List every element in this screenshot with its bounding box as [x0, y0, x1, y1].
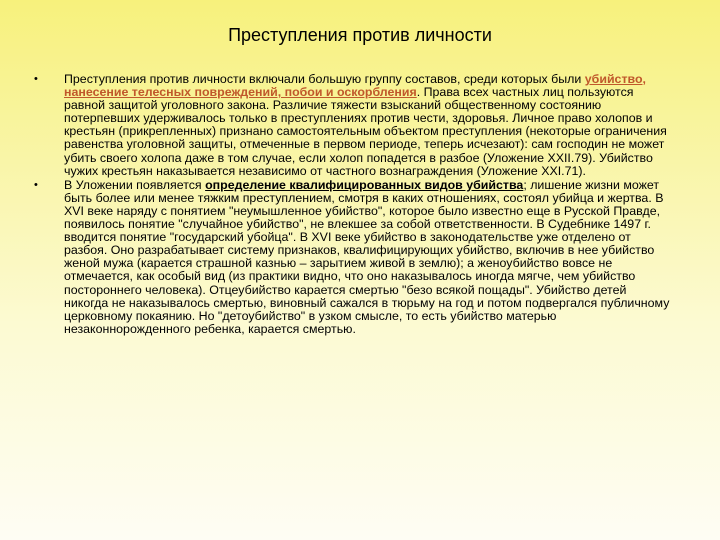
bullet-2-intro: В Уложении появляется: [64, 177, 206, 192]
slide-title: Преступления против личности: [228, 25, 492, 45]
bullet-1-intro: Преступления против личности включали большую группу составов, среди которых были: [64, 72, 585, 86]
bullet-2-highlight: определение квалифицированных видов убийства: [205, 177, 524, 192]
bullet-icon: •: [34, 178, 38, 191]
bullet-item-1: [34, 73, 674, 178]
bullet-1-rest: . Права всех частных лиц пользуются равной защитой уголовного закона. Различие тяжести взысканий общественному состоянию потерпевших удерживалось только в преступлениях против чести, здоровья. Личное право холопов и крестьян (прикрепленных) признано самостоятельным объектом преступления (некоторые ограничения равенства уголовной защиты, отмеченные в первом периоде, теперь исчезают): сам господин не может убить своего холопа даже в том случае, если холоп попадется в разбое (Уложение XXII.79). Убийство чужих крестьян наказывается независимо от частного вознаграждения (Уложение XXI.71).: [64, 85, 667, 178]
bullet-1-highlight: убийство, нанесение телесных повреждений, побои и оскорбления: [64, 72, 646, 100]
bullet-item-2: [34, 179, 674, 336]
bullet-2-rest: ; лишение жизни может быть более или менее тяжким преступлением, смотря в каких отношениях, состоял убийца и жертва. В XVI веке наряду с понятием "неумышленное убийство", которое было известно еще в Русской Правде, появилось понятие "случайное убийство", не влекшее за собой ответственности. В Судебнике 1497 г. вводится понятие "государский убойца". В XVI веке убийство в законодательстве уже отделено от разбоя. Оно разрабатывает систему признаков, квалифицирующих убийство, включив в нее убийство женой мужа (карается страшной казнью – зарытием живой в землю); а женоубийство вовсе не отмечается, как особый вид (из практики видно, что оно наказывалось иногда мягче, чем убийство постороннего человека). Отцеубийство карается смертью "безо всякой пощады". Убийство детей никогда не наказывалось смертью, виновный сажался в тюрьму на год и потом подвергался публичному церковному покаянию. Но "детоубийство" в узком смысле, то есть убийство матерью незаконнорожденного ребенка, карается смертью.: [64, 177, 670, 336]
bullet-icon: •: [34, 73, 38, 85]
bullet-list: [34, 73, 674, 336]
